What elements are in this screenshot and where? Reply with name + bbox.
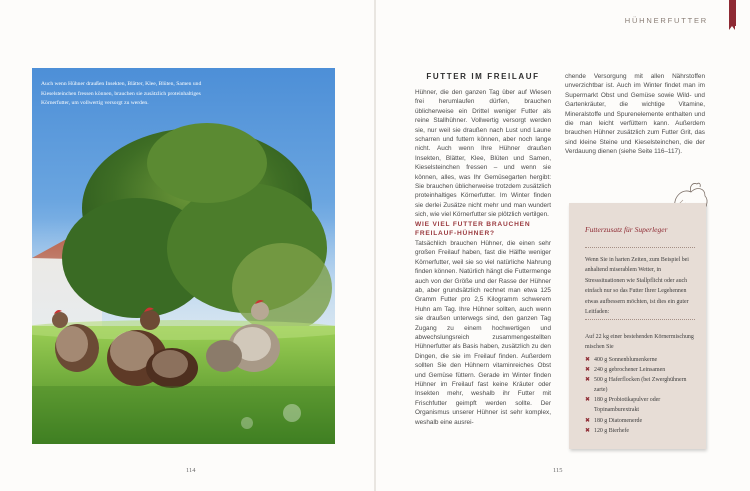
ingredient-item <box>585 426 701 436</box>
feed-supplement-box <box>569 203 706 449</box>
infobox-divider <box>585 247 695 248</box>
section-title: FUTTER IM FREILAUF <box>426 72 540 81</box>
bullet-cross-icon: ✖ <box>585 377 591 384</box>
chickens-scene-image <box>32 68 335 444</box>
bullet-cross-icon: ✖ <box>585 357 591 363</box>
left-page <box>0 0 374 491</box>
body-paragraph: Hühner, die den ganzen Tag über auf Wiesen frei herumlaufen dürfen, brauchen üblicherweise ein Drittel weniger Futter als reine Stallhühner. Vollwertig versorgt werden sie, nur weil sie draußen nach Lust und Laune scharren und futtern können, aber noch lange nicht. Auch wenn Ihre Hühner draußen Insekten, Blätter, Klee, Blüten und Samen, Kieselsteinchen fressen – und wenn sie können, alles, was Ihr Gemüsegarten hergibt: Sie brauchen üblicherweise trotzdem zusätzlich proteinhaltiges Körnerfutter. Im Winter finden sie derlei Zusätze nicht mehr und man wundert sich, wie viel Körnerfutter sie plötzlich vertilgen. <box>415 89 551 219</box>
infobox-divider <box>585 319 695 320</box>
page-number-left: 114 <box>186 467 196 474</box>
ingredient-text: 400 g Sonnenblumenkerne <box>594 357 658 363</box>
ingredient-text: 180 g Probiotikapulver oder Topinamburextrakt <box>594 397 661 414</box>
ingredient-text: 240 g gebrochener Leinsamen <box>594 367 666 374</box>
bookmark-ribbon <box>729 0 736 26</box>
bullet-cross-icon: ✖ <box>585 397 591 404</box>
infobox-intro-text: Wenn Sie in harten Zeiten, zum Beispiel bei anhaltend miserablem Wetter, in Stresssituationen wie Stallpflicht oder auch einfach nur so das Futter Ihrer Legehennen etwas aufbessern möchten, ist dies ein guter Leitfaden: <box>585 257 689 316</box>
ingredient-item <box>585 355 701 365</box>
ingredient-text: 120 g Bierhefe <box>594 427 630 434</box>
bullet-cross-icon: ✖ <box>585 427 591 434</box>
ingredient-item <box>585 395 701 415</box>
body-paragraph: chende Versorgung mit allen Nährstoffen unverzichtbar ist. Auch im Winter findet man im Supermarkt Obst und Gemüse sowie Wild- und Gartenkräuter, die wichtige Vitamine, Mineralstoffe und Spurenelemente enthalten und die man leicht verfüttern kann. Außerdem brauchen Hühner zusätzlich zum Futter Grit, das sind kleine Steine und Kieselsteinchen, die der Verdauung dienen (siehe Seite 116–117). <box>565 73 705 156</box>
ingredient-text: 180 g Diatomenerde <box>594 417 643 424</box>
ingredients-list <box>585 355 701 436</box>
infobox-title: Futterzusatz für Superleger <box>585 225 668 234</box>
ingredients-intro: Auf 22 kg einer bestehenden Körnermischung mischen Sie <box>585 334 694 350</box>
bullet-cross-icon: ✖ <box>585 367 591 374</box>
ingredient-item <box>585 375 701 395</box>
page-number-right: 115 <box>553 467 563 474</box>
infobox-intro <box>585 255 699 317</box>
subheading: WIE VIEL FUTTER BRAUCHEN FREILAUF-HÜHNER? <box>415 220 531 238</box>
photo-caption: Auch wenn Hühner draußen Insekten, Blätter, Klee, Blüten, Samen und Kieselsteinchen fressen können, brauchen sie zusätzlich proteinhaltiges Körnerfutter, um vollwertig versorgt zu werden. <box>41 81 202 107</box>
ingredient-item <box>585 365 701 375</box>
text-column-right <box>565 72 705 157</box>
bullet-cross-icon: ✖ <box>585 417 591 424</box>
body-paragraph: Tatsächlich brauchen Hühner, die einen sehr großen Freilauf haben, fast die Hälfte weniger Körnerfutter, weil sie so viel natürliche Nahrung finden können. Natürlich hängt die Futtermenge auch von der Größe und der Rasse der Hühner ab, aber grundsätzlich rechnet man etwa 125 Gramm Futter pro 2,5 Kilogramm schwerem Huhn am Tag. Ihre Hühner sollten, auch wenn sie draußen unterwegs sind, den ganzen Tag Zugang zu einem hochwertigen und abwechslungsreich zusammengestellten Hühnerfutter als Basis haben, zusätzlich zu den Dingen, die sie im Freilauf finden. Außerdem sollten Sie den Hühnern vitaminreiches Obst und Gemüse füttern. Gerade im Winter finden Hühner im Freilauf fast keine Kräuter oder Insekten mehr, weshalb ihr Futter mit Frischfutter geimpft werden sollte. Der Organismus unserer Hühner ist sehr komplex, weshalb eine ausrei- <box>415 239 551 426</box>
chickens-photo <box>32 68 335 444</box>
text-column-left <box>415 88 551 427</box>
ingredient-text: 500 g Haferflocken (bei Zwerghühnern zarte) <box>594 377 687 394</box>
running-header: HÜHNERFUTTER <box>624 16 708 25</box>
ingredient-item <box>585 416 701 426</box>
